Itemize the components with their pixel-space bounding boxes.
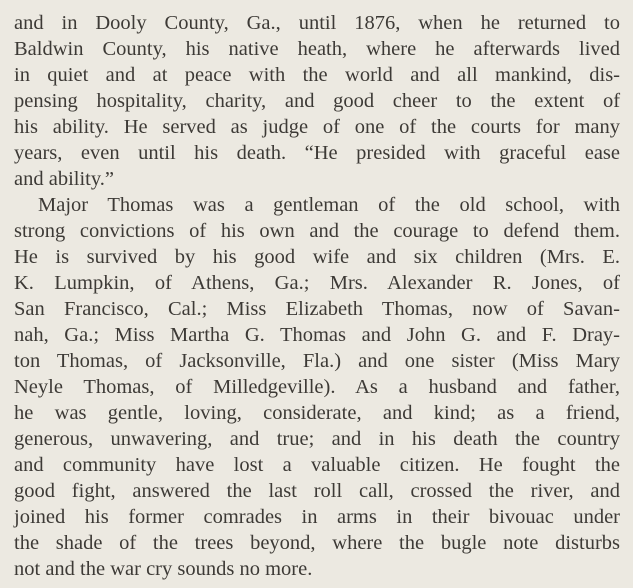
text-line: his ability. He served as judge of one of the courts for many <box>14 116 621 138</box>
text-line: good fight, answered the last roll call, crossed the river, and <box>14 480 621 502</box>
text-line: and in Dooly County, Ga., until 1876, when he returned to <box>14 12 620 34</box>
text-line: Baldwin County, his native heath, where he afterwards lived <box>14 38 620 60</box>
text-line: Major Thomas was a gentleman of the old school, with <box>38 194 620 216</box>
text-line: not and the war cry sounds no more. <box>14 558 313 580</box>
text-line: pensing hospitality, charity, and good cheer to the extent of <box>14 90 621 112</box>
text-line: in quiet and at peace with the world and all mankind, dis- <box>14 64 621 86</box>
text-line: he was gentle, loving, considerate, and kind; as a friend, <box>14 402 620 424</box>
text-line: generous, unwavering, and true; and in his death the country <box>14 428 621 450</box>
text-line: San Francisco, Cal.; Miss Elizabeth Thomas, now of Savan- <box>14 298 620 320</box>
text-line: nah, Ga.; Miss Martha G. Thomas and John G. and F. Dray- <box>14 324 620 346</box>
text-line: joined his former comrades in arms in their bivouac under <box>14 506 620 528</box>
text-line: the shade of the trees beyond, where the bugle note disturbs <box>14 532 620 554</box>
text-line: K. Lumpkin, of Athens, Ga.; Mrs. Alexander R. Jones, of <box>14 272 620 294</box>
text-line: strong convictions of his own and the courage to defend them. <box>14 220 620 242</box>
text-line: Neyle Thomas, of Milledgeville). As a husband and father, <box>14 376 621 398</box>
text-line: He is survived by his good wife and six children (Mrs. E. <box>14 246 621 268</box>
text-line: and community have lost a valuable citizen. He fought the <box>14 454 620 476</box>
text-line: ton Thomas, of Jacksonville, Fla.) and one sister (Miss Mary <box>14 350 621 372</box>
text-line: years, even until his death. “He presided with graceful ease <box>14 142 620 164</box>
text-line: and ability.” <box>14 168 114 190</box>
